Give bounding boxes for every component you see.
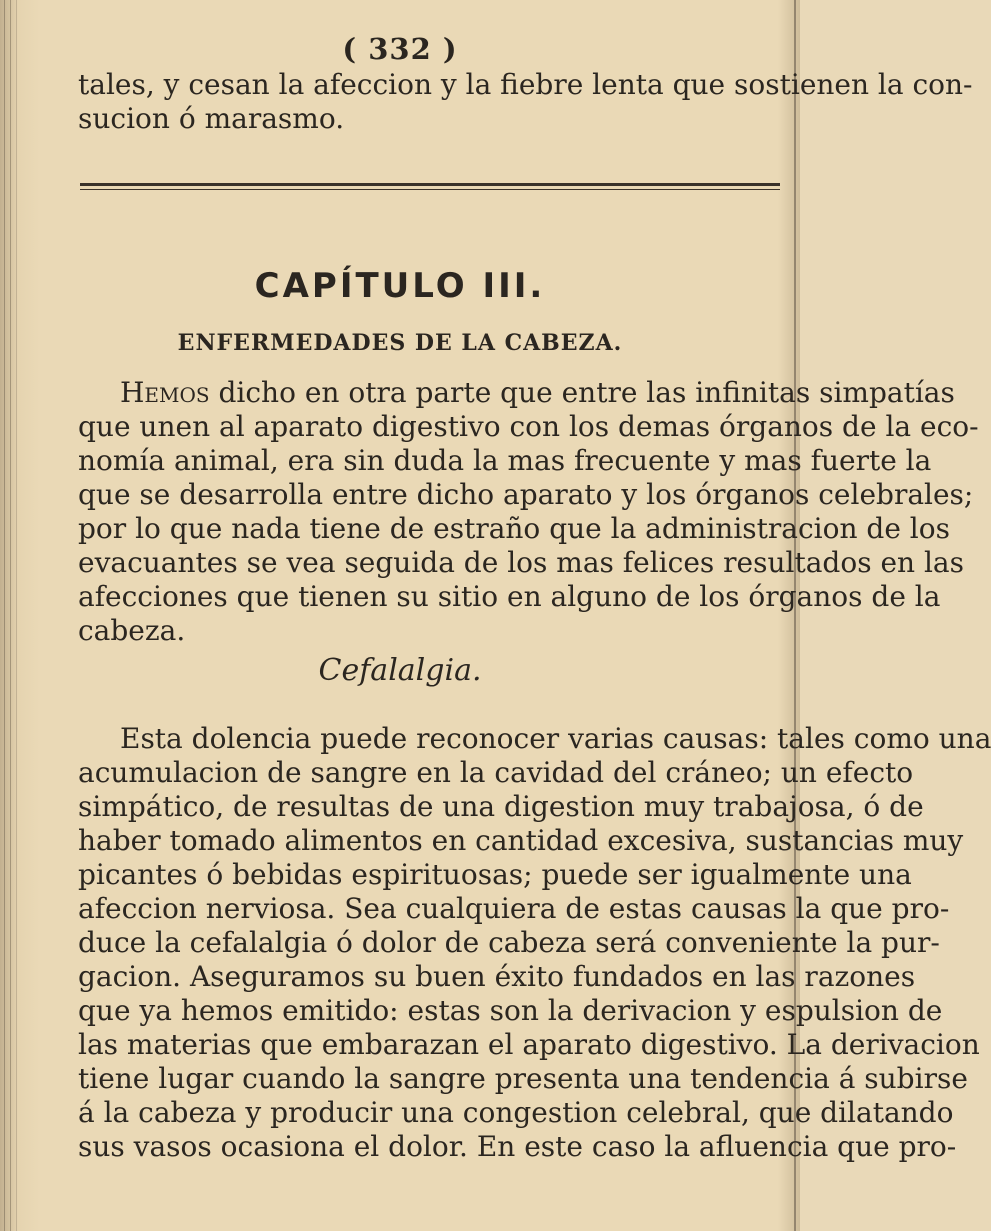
- continuation-line: tales, y cesan la afeccion y la fiebre lenta que sostienen la con-: [78, 68, 973, 101]
- paragraph-line: que ya hemos emitido: estas son la derivacion y espulsion de: [78, 994, 943, 1027]
- paragraph-first-line: Esta dolencia puede reconocer varias causas: tales como una: [120, 722, 991, 755]
- paragraph-line: duce la cefalalgia ó dolor de cabeza será conveniente la pur-: [78, 926, 940, 959]
- paragraph-line: nomía animal, era sin duda la mas frecuente y mas fuerte la: [78, 444, 932, 477]
- page-edge-line: [16, 0, 17, 1231]
- chapter-heading: CAPÍTULO III.: [254, 266, 546, 306]
- page-edge-line: [4, 0, 5, 1231]
- continuation-line: sucion ó marasmo.: [78, 102, 345, 135]
- paragraph-line: acumulacion de sangre en la cavidad del cráneo; un efecto: [78, 756, 914, 789]
- paragraph-line: afecciones que tienen su sitio en alguno de los órganos de la: [78, 580, 941, 613]
- paragraph-line: afeccion nerviosa. Sea cualquiera de estas causas la que pro-: [78, 892, 950, 925]
- paragraph-line: simpático, de resultas de una digestion muy trabajosa, ó de: [78, 790, 924, 823]
- paragraph-line: cabeza.: [78, 614, 186, 647]
- paragraph-line: evacuantes se vea seguida de los mas felices resultados en las: [78, 546, 964, 579]
- subheading-cefalalgia: Cefalalgia.: [318, 653, 482, 688]
- page-edge-line: [10, 0, 11, 1231]
- paragraph-line: por lo que nada tiene de estraño que la administracion de los: [78, 512, 950, 545]
- paragraph-line: sus vasos ocasiona el dolor. En este caso la afluencia que pro-: [78, 1130, 957, 1163]
- paragraph-line: haber tomado alimentos en cantidad excesiva, sustancias muy: [78, 824, 964, 857]
- drop-word: Hemos: [120, 376, 210, 409]
- paragraph-line: las materias que embarazan el aparato digestivo. La derivacion: [78, 1028, 980, 1061]
- paragraph-first-line: [120, 376, 955, 410]
- paragraph-line: tiene lugar cuando la sangre presenta una tendencia á subirse: [78, 1062, 968, 1095]
- paragraph-line: que se desarrolla entre dicho aparato y los órganos celebrales;: [78, 478, 974, 511]
- first-line-text: dicho en otra parte que entre las infinitas simpatías: [209, 376, 955, 409]
- paragraph-line: gacion. Aseguramos su buen éxito fundados en las razones: [78, 960, 916, 993]
- paragraph-line: que unen al aparato digestivo con los demas órganos de la eco-: [78, 410, 979, 443]
- section-heading: ENFERMEDADES DE LA CABEZA.: [177, 330, 623, 356]
- paragraph-line: á la cabeza y producir una congestion celebral, que dilatando: [78, 1096, 954, 1129]
- section-divider-rule: [80, 183, 780, 190]
- paragraph-line: picantes ó bebidas espirituosas; puede ser igualmente una: [78, 858, 912, 891]
- page-number: ( 332 ): [342, 32, 458, 66]
